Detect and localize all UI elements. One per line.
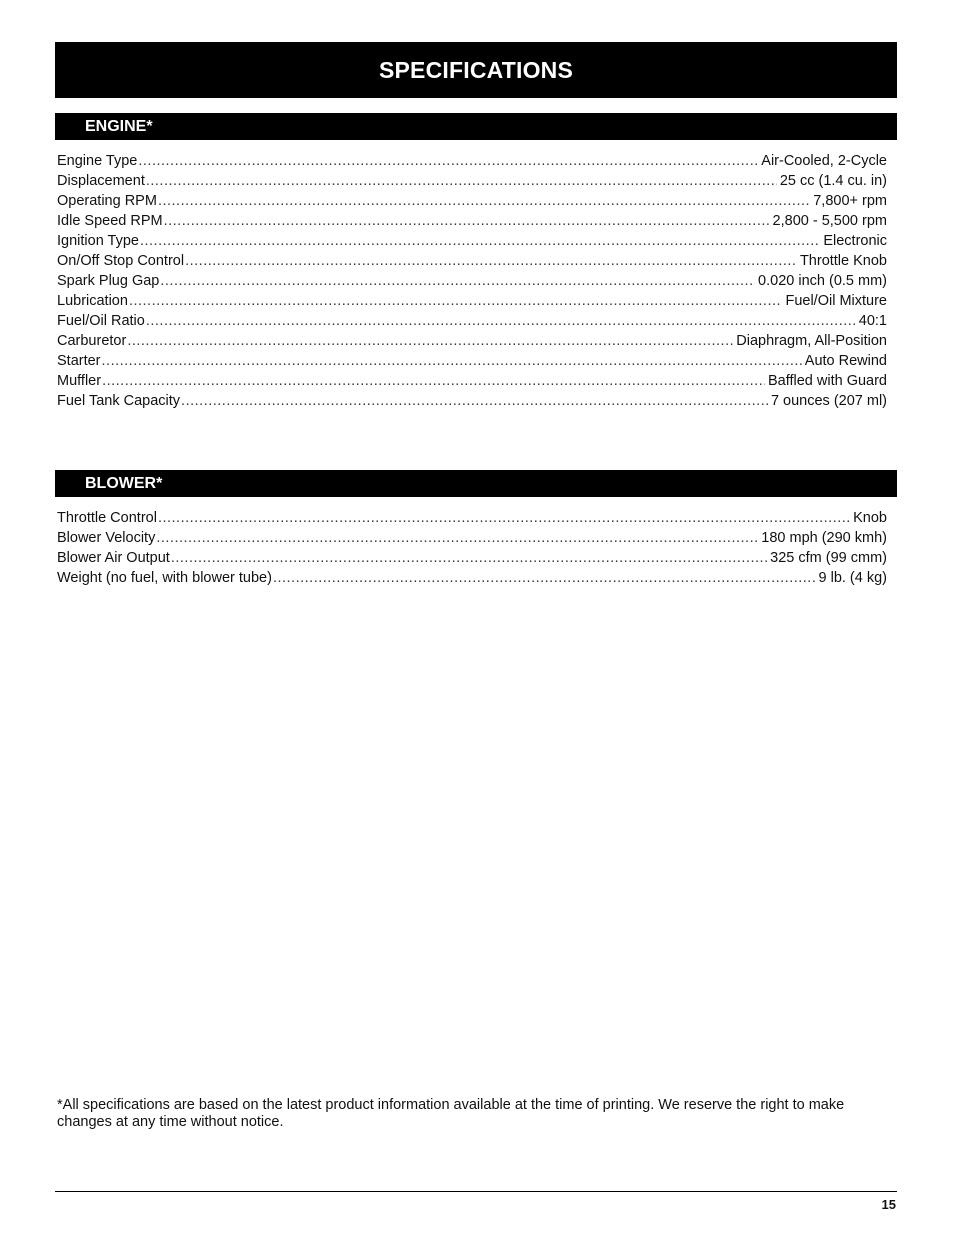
spec-label: Weight (no fuel, with blower tube) — [57, 570, 272, 586]
spec-value: 180 mph (290 kmh) — [761, 530, 887, 546]
spec-label: Muffler — [57, 373, 102, 389]
spec-value: 25 cc (1.4 cu. in) — [779, 173, 887, 189]
spec-row-displacement — [57, 171, 887, 191]
spec-row-lubrication — [57, 291, 887, 311]
spec-row-operating-rpm — [57, 191, 887, 211]
spec-label: Carburetor — [57, 333, 127, 349]
spec-row-spark-plug-gap — [57, 271, 887, 291]
spec-row-on-off-stop-control — [57, 251, 887, 271]
spec-row-fuel-oil-ratio — [57, 311, 887, 331]
spec-row-blower-air-output — [57, 548, 887, 568]
dot-leader — [138, 151, 758, 171]
spec-label: Displacement — [57, 173, 145, 189]
spec-value: 0.020 inch (0.5 mm) — [758, 273, 887, 289]
dot-leader — [102, 351, 802, 371]
spec-value: Air-Cooled, 2-Cycle — [761, 153, 887, 169]
dot-leader — [158, 191, 810, 211]
footnote: *All specifications are based on the latest product information available at the time of printing. We reserve the right to make changes at any time without notice. — [57, 1097, 845, 1130]
spec-label: Fuel/Oil Ratio — [57, 313, 145, 329]
dot-leader — [160, 271, 755, 291]
spec-value: Baffled with Guard — [767, 373, 887, 389]
spec-row-muffler — [57, 371, 887, 391]
spec-label: Blower Air Output — [57, 550, 170, 566]
spec-label: Idle Speed RPM — [57, 213, 163, 229]
spec-row-carburetor — [57, 331, 887, 351]
dot-leader — [146, 171, 777, 191]
spec-label: Spark Plug Gap — [57, 273, 160, 289]
spec-row-ignition-type — [57, 231, 887, 251]
dot-leader — [181, 391, 768, 411]
dot-leader — [146, 311, 856, 331]
dot-leader — [102, 371, 765, 391]
blower-section-heading: BLOWER* — [55, 470, 897, 497]
spec-label: Blower Velocity — [57, 530, 156, 546]
dot-leader — [156, 528, 758, 548]
spec-row-blower-velocity — [57, 528, 887, 548]
page-number: 15 — [881, 1197, 896, 1212]
spec-row-starter — [57, 351, 887, 371]
dot-leader — [129, 291, 783, 311]
spec-value: Electronic — [823, 233, 887, 249]
spec-label: Ignition Type — [57, 233, 139, 249]
engine-section-heading: ENGINE* — [55, 113, 897, 140]
dot-leader — [185, 251, 797, 271]
spec-value: 2,800 - 5,500 rpm — [772, 213, 887, 229]
spec-value: Fuel/Oil Mixture — [785, 293, 887, 309]
dot-leader — [164, 211, 770, 231]
spec-row-weight — [57, 568, 887, 588]
spec-value: 9 lb. (4 kg) — [818, 570, 887, 586]
spec-row-fuel-tank-capacity — [57, 391, 887, 411]
dot-leader — [158, 508, 850, 528]
spec-label: Lubrication — [57, 293, 128, 309]
dot-leader — [273, 568, 816, 588]
spec-label: Throttle Control — [57, 510, 157, 526]
blower-spec-list — [57, 508, 887, 588]
spec-row-throttle-control — [57, 508, 887, 528]
page-title: SPECIFICATIONS — [55, 42, 897, 98]
spec-label: On/Off Stop Control — [57, 253, 185, 269]
spec-label: Engine Type — [57, 153, 138, 169]
spec-value: 40:1 — [858, 313, 887, 329]
spec-value: 7 ounces (207 ml) — [770, 393, 887, 409]
spec-row-engine-type — [57, 151, 887, 171]
spec-row-idle-speed-rpm — [57, 211, 887, 231]
spec-value: 325 cfm (99 cmm) — [770, 550, 887, 566]
spec-value: 7,800+ rpm — [813, 193, 887, 209]
dot-leader — [171, 548, 767, 568]
dot-leader — [140, 231, 820, 251]
spec-value: Knob — [853, 510, 887, 526]
spec-label: Fuel Tank Capacity — [57, 393, 181, 409]
spec-value: Auto Rewind — [804, 353, 887, 369]
dot-leader — [127, 331, 733, 351]
spec-value: Diaphragm, All-Position — [736, 333, 887, 349]
spec-value: Throttle Knob — [799, 253, 887, 269]
footer-divider — [55, 1191, 897, 1192]
engine-spec-list — [57, 151, 887, 411]
spec-label: Starter — [57, 353, 101, 369]
spec-label: Operating RPM — [57, 193, 157, 209]
